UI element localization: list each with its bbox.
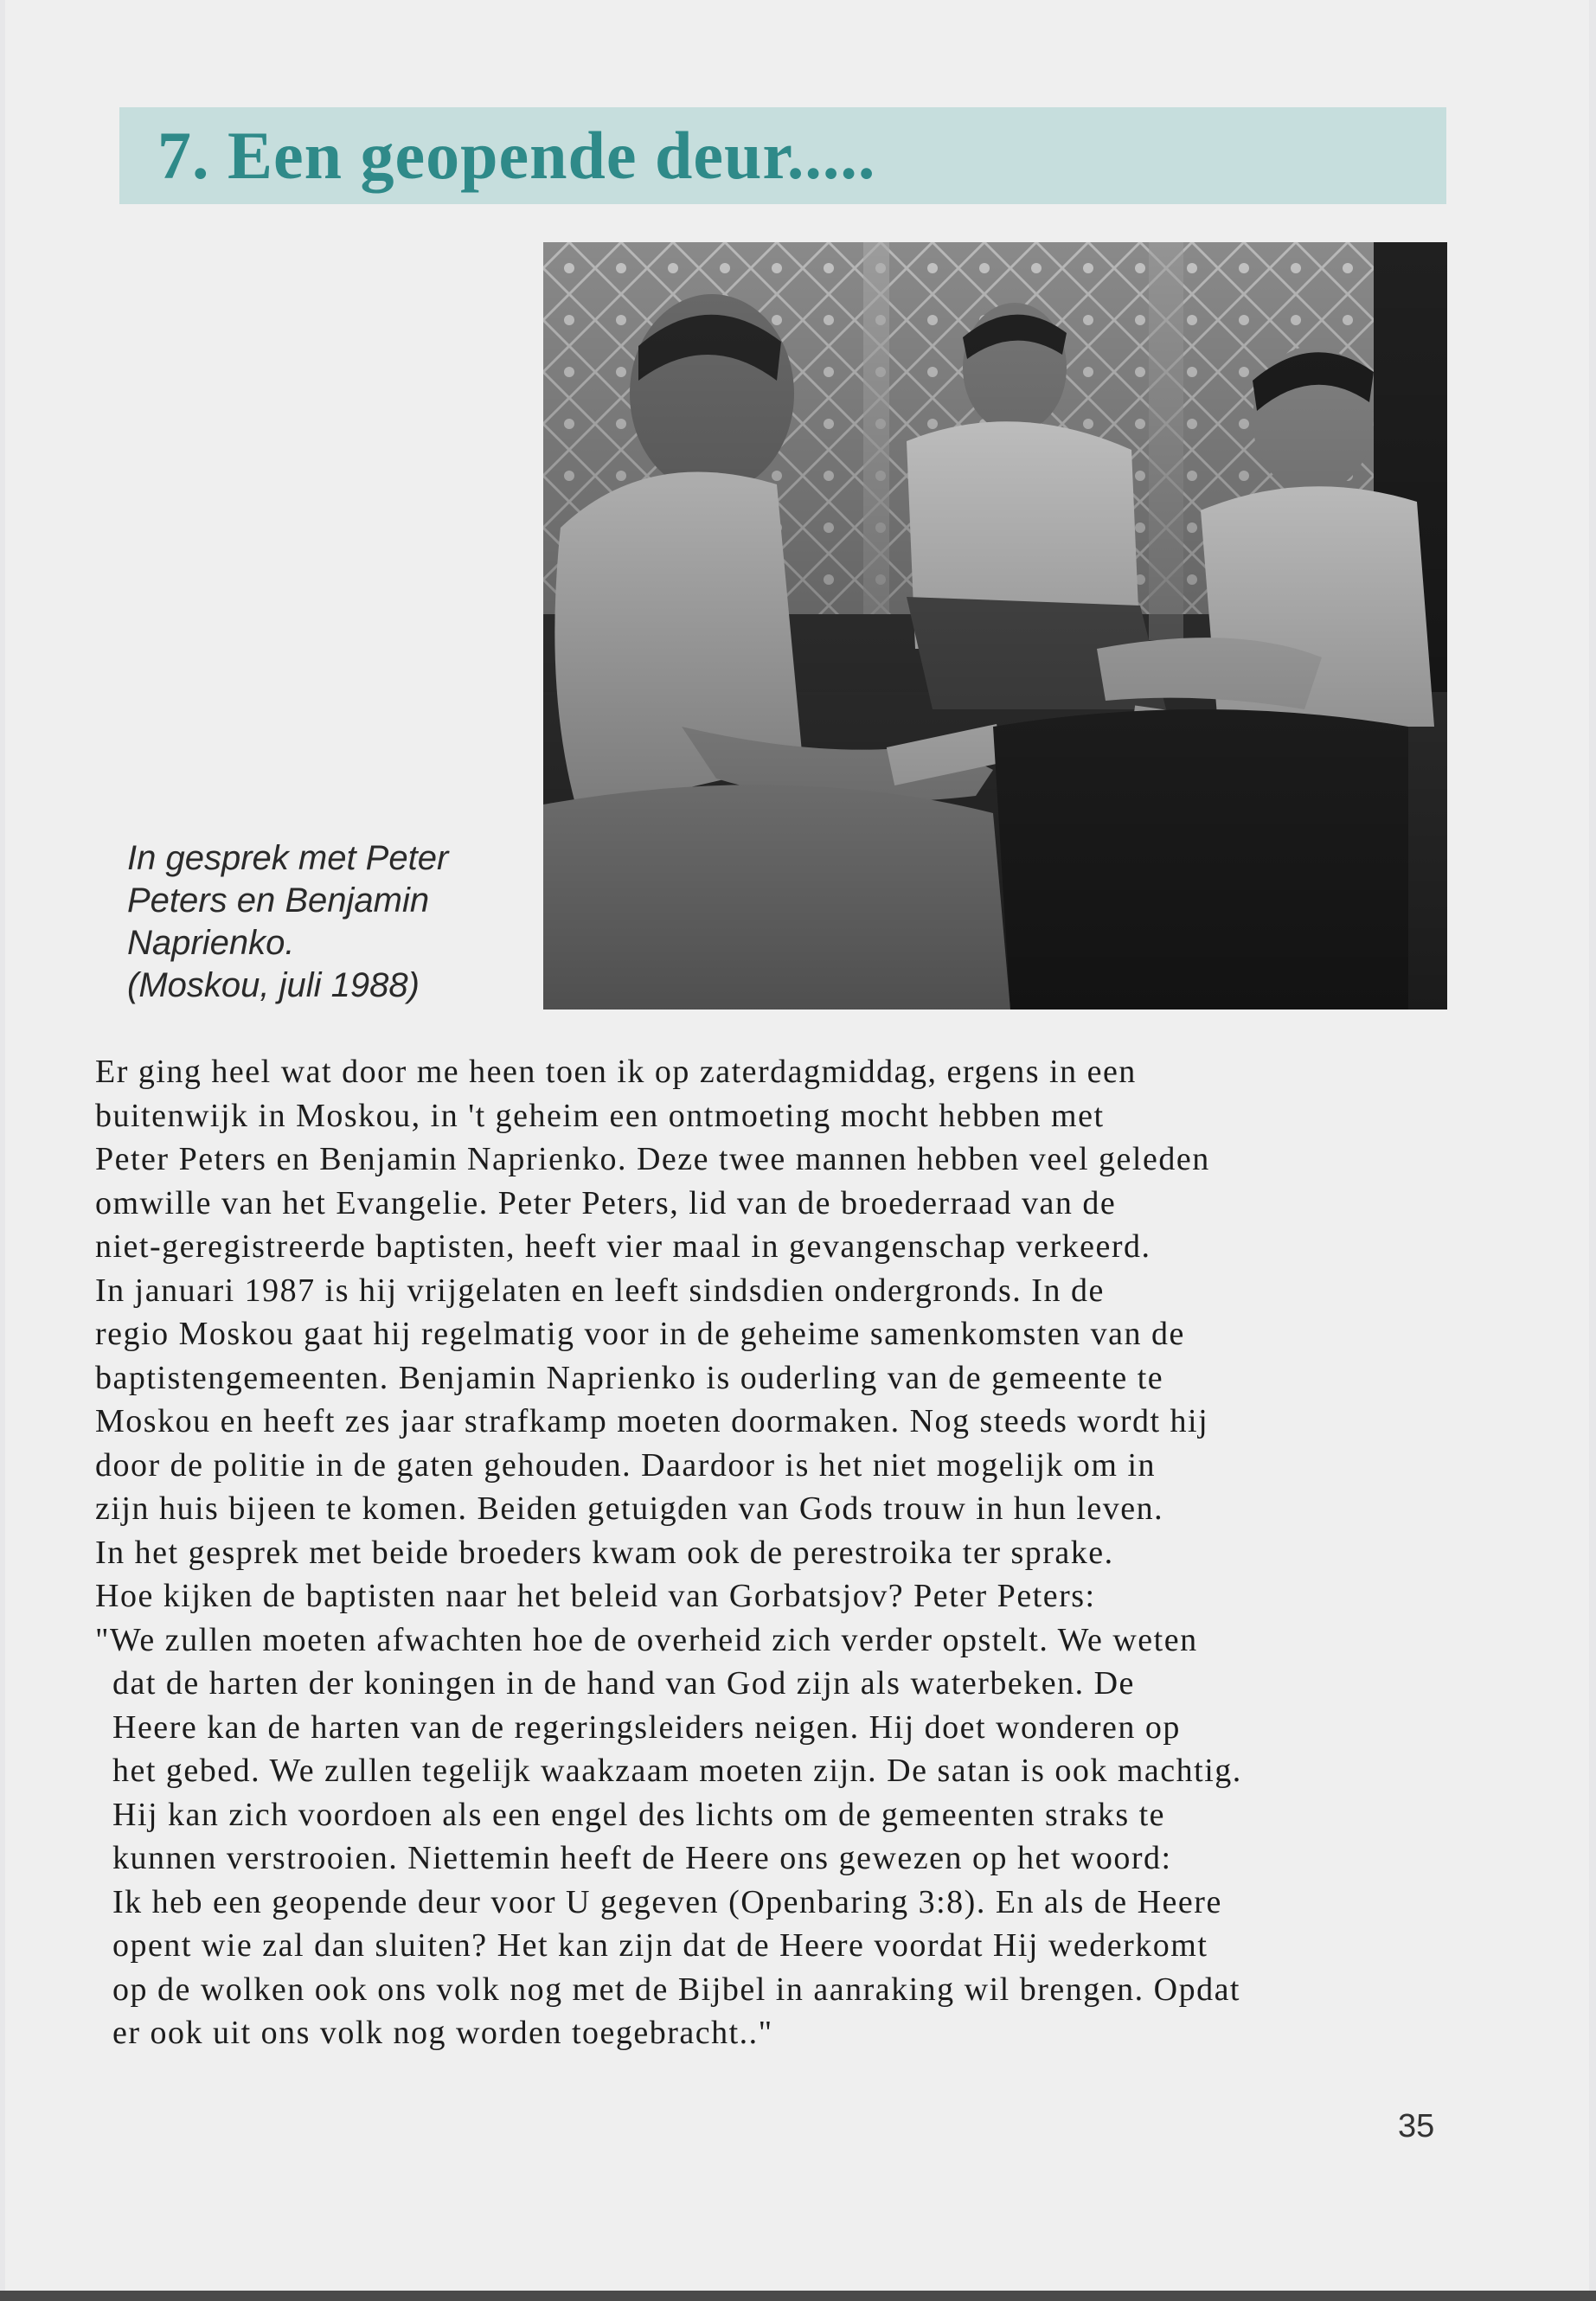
caption-line: Naprienko.	[127, 924, 295, 962]
quote-line: het gebed. We zullen tegelijk waakzaam moeten zijn. De satan is ook machtig.	[112, 1753, 1242, 1789]
photo-image	[543, 242, 1447, 1009]
quote-line: Ik heb een geopende deur voor U gegeven (Openbaring 3:8). En als de Heere	[112, 1883, 1222, 1920]
caption-line: (Moskou, juli 1988)	[127, 966, 420, 1004]
body-line: Er ging heel wat door me heen toen ik op zaterdagmiddag, ergens in een	[95, 1054, 1137, 1090]
quote-line: dat de harten der koningen in de hand van God zijn als waterbeken. De	[112, 1665, 1135, 1702]
page-number: 35	[1398, 2108, 1435, 2144]
body-line: Peter Peters en Benjamin Naprienko. Deze twee mannen hebben veel geleden	[95, 1141, 1210, 1177]
quote-line: opent wie zal dan sluiten? Het kan zijn dat de Heere voordat Hij wederkomt	[112, 1927, 1208, 1964]
body-line: baptistengemeenten. Benjamin Naprienko is ouderling van de gemeente te	[95, 1359, 1164, 1396]
body-line: In januari 1987 is hij vrijgelaten en leeft sindsdien ondergronds. In de	[95, 1272, 1105, 1309]
body-line: zijn huis bijeen te komen. Beiden getuigden van Gods trouw in hun leven.	[95, 1490, 1164, 1527]
body-text	[95, 1050, 1522, 2055]
chapter-title: 7. Een geopende deur.....	[157, 118, 876, 193]
quote-line: kunnen verstrooien. Niettemin heeft de Heere ons gewezen op het woord:	[112, 1840, 1172, 1876]
body-line: omwille van het Evangelie. Peter Peters, lid van de broederraad van de	[95, 1184, 1117, 1221]
body-line: regio Moskou gaat hij regelmatig voor in de geheime samenkomsten van de	[95, 1316, 1185, 1352]
quote-line: Heere kan de harten van de regeringsleiders neigen. Hij doet wonderen op	[112, 1708, 1181, 1746]
body-line: Hoe kijken de baptisten naar het beleid van Gorbatsjov? Peter Peters:	[95, 1578, 1096, 1614]
caption-line: Peters en Benjamin	[127, 881, 430, 920]
quote-line: Hij kan zich voordoen als een engel des lichts om de gemeenten straks te	[112, 1796, 1166, 1833]
body-line: In het gesprek met beide broeders kwam ook de perestroika ter sprake.	[95, 1534, 1114, 1571]
caption-line: In gesprek met Peter	[127, 839, 449, 877]
body-line: Moskou en heeft zes jaar strafkamp moeten doormaken. Nog steeds wordt hij	[95, 1403, 1209, 1439]
photo-conversation	[543, 242, 1447, 1009]
quote-line: "We zullen moeten afwachten hoe de overheid zich verder opstelt. We weten	[95, 1621, 1198, 1658]
body-line: niet-geregistreerde baptisten, heeft vier maal in gevangenschap verkeerd.	[95, 1228, 1151, 1265]
photo-caption	[127, 837, 508, 1007]
quote-line: op de wolken ook ons volk nog met de Bijbel in aanraking wil brengen. Opdat	[112, 1971, 1240, 2008]
quote-line: er ook uit ons volk nog worden toegebracht.."	[112, 2015, 773, 2051]
body-line: buitenwijk in Moskou, in 't geheim een ontmoeting mocht hebben met	[95, 1097, 1105, 1134]
body-line: door de politie in de gaten gehouden. Daardoor is het niet mogelijk om in	[95, 1446, 1157, 1484]
page-edge	[0, 2291, 1596, 2301]
